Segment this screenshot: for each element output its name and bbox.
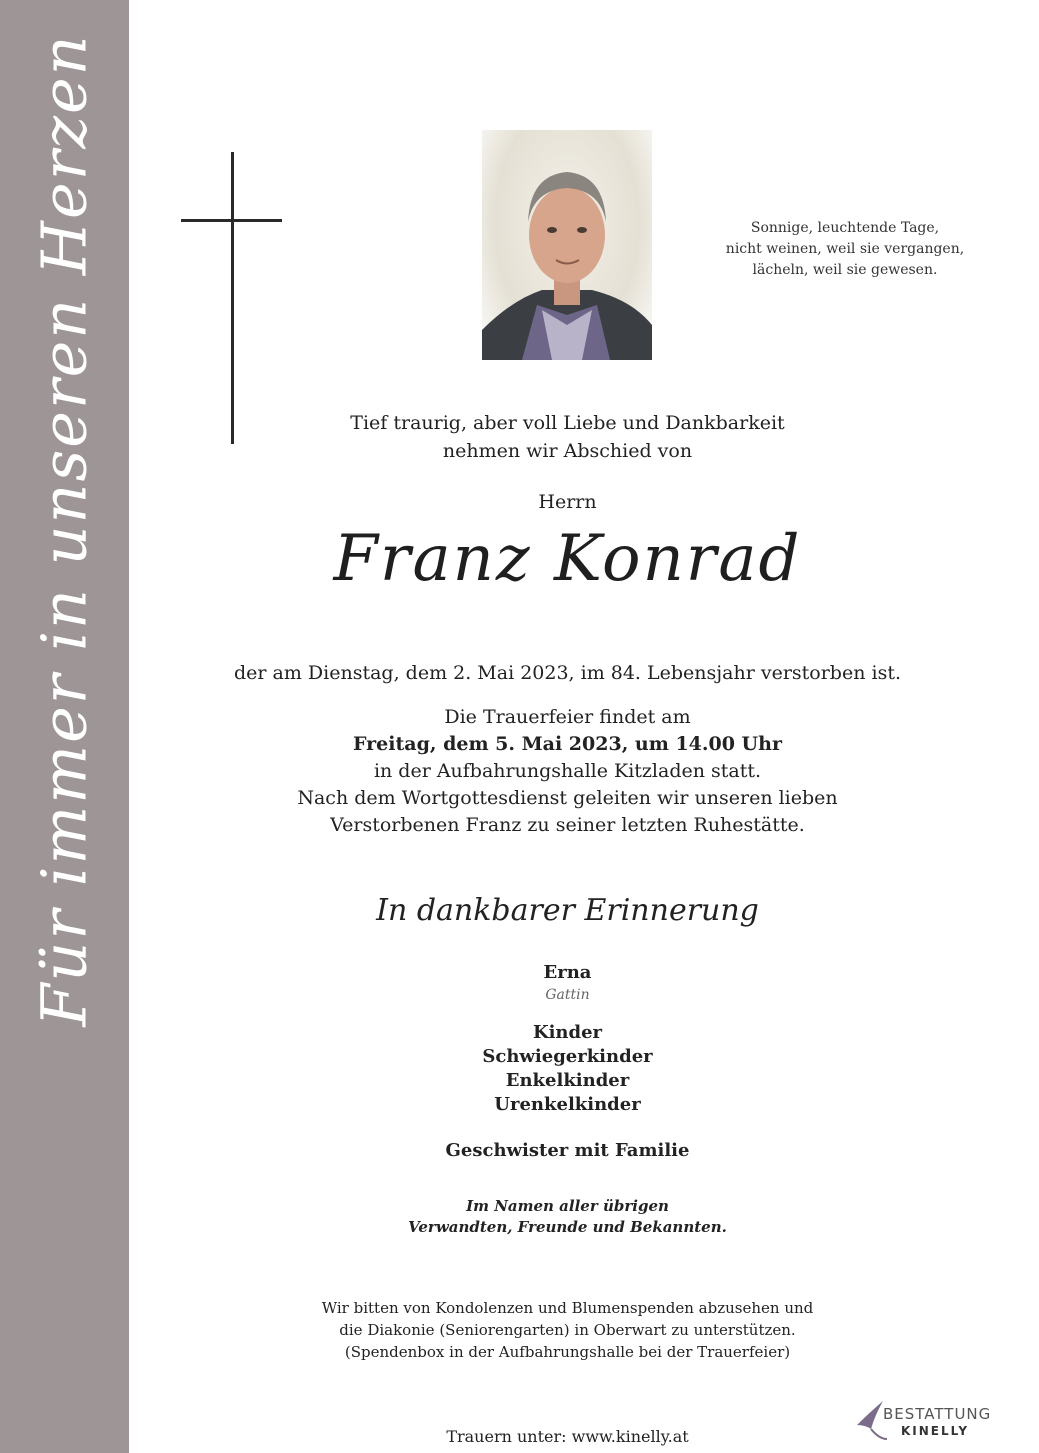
sidebar-band	[0, 0, 129, 1453]
donation-line: die Diakonie (Seniorengarten) in Oberwart zu unterstützen.	[339, 1321, 796, 1339]
others-line: Im Namen aller übrigen	[466, 1197, 669, 1215]
ceremony-date: Freitag, dem 5. Mai 2023, um 14.00 Uhr	[353, 733, 782, 755]
ceremony-line: Nach dem Wortgottesdienst geleiten wir unseren lieben	[297, 787, 838, 809]
poem-line: nicht weinen, weil sie vergangen,	[725, 241, 965, 257]
cross-icon-horizontal	[181, 219, 282, 222]
ceremony-line: Die Trauerfeier findet am	[444, 706, 691, 728]
intro-text	[130, 409, 1005, 465]
donation-note	[130, 1297, 1005, 1363]
logo-line1: BESTATTUNG	[883, 1405, 992, 1423]
family-group: Schwiegerkinder	[482, 1046, 653, 1067]
sidebar-motto: Für immer in unseren Herzen	[27, 33, 101, 1027]
ceremony-line: Verstorbenen Franz zu seiner letzten Ruhestätte.	[330, 814, 805, 836]
company-logo	[855, 1395, 1005, 1443]
intro-line: nehmen wir Abschied von	[442, 440, 693, 462]
donation-line: Wir bitten von Kondolenzen und Blumenspenden abzusehen und	[321, 1299, 814, 1317]
family-group: Urenkelkinder	[494, 1094, 641, 1115]
donation-line: (Spendenbox in der Aufbahrungshalle bei der Trauerfeier)	[344, 1343, 791, 1361]
deceased-name: Franz Konrad	[333, 522, 802, 596]
family-group: Enkelkinder	[505, 1070, 630, 1091]
portrait-illustration	[482, 130, 652, 360]
poem-line: lächeln, weil sie gewesen.	[752, 262, 938, 278]
others-text	[130, 1196, 1005, 1238]
death-line: der am Dienstag, dem 2. Mai 2023, im 84. Lebensjahr verstorben ist.	[234, 662, 901, 684]
others-line: Verwandten, Freunde und Bekannten.	[408, 1218, 727, 1236]
memory-heading: In dankbarer Erinnerung	[376, 893, 759, 928]
poem	[720, 218, 970, 281]
logo-line2: KINELLY	[901, 1424, 970, 1438]
intro-line: Tief traurig, aber voll Liebe und Dankbarkeit	[350, 412, 785, 434]
portrait-photo	[482, 130, 652, 360]
cross-icon-vertical	[231, 152, 234, 444]
footer-link[interactable]: Trauern unter: www.kinelly.at	[446, 1427, 689, 1446]
ceremony-info	[130, 704, 1005, 839]
family-groups	[130, 1021, 1005, 1117]
spouse-name: Erna	[543, 962, 592, 983]
siblings: Geschwister mit Familie	[445, 1140, 690, 1161]
poem-line: Sonnige, leuchtende Tage,	[750, 220, 940, 236]
salutation: Herrn	[538, 491, 597, 513]
family-group: Kinder	[532, 1022, 603, 1043]
spouse-role: Gattin	[545, 987, 590, 1003]
ceremony-line: in der Aufbahrungshalle Kitzladen statt.	[373, 760, 762, 782]
